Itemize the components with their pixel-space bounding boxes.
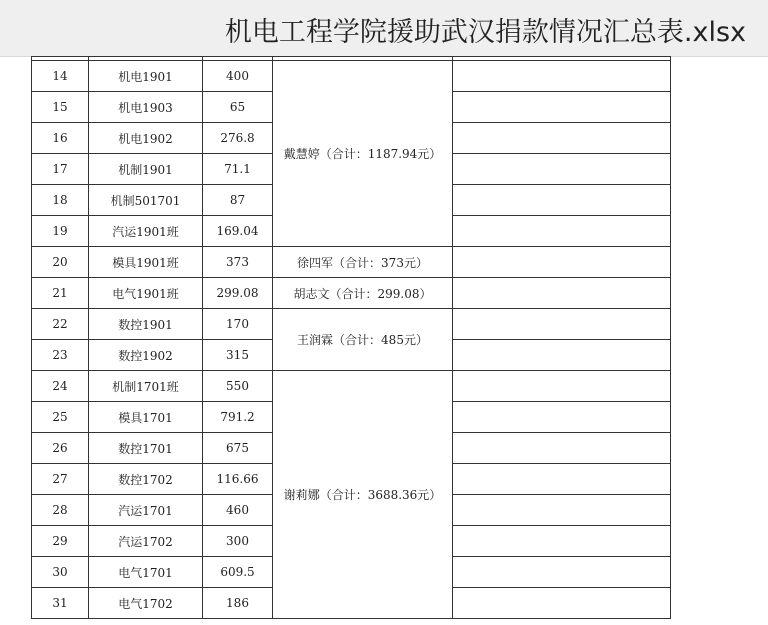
class-name-cell[interactable]: 机制1901 (89, 154, 203, 185)
remark-cell[interactable] (453, 216, 671, 247)
remark-cell[interactable] (453, 464, 671, 495)
collector-cell[interactable]: 徐四军（合计：373元） (273, 247, 453, 278)
row-number-cell[interactable]: 23 (32, 340, 89, 371)
table-row[interactable] (32, 309, 671, 340)
document-title: 机电工程学院援助武汉捐款情况汇总表.xlsx (224, 17, 746, 48)
collector-cell[interactable]: 王润霖（合计：485元） (273, 309, 453, 371)
remark-cell[interactable] (453, 340, 671, 371)
class-name-cell[interactable]: 数控1702 (89, 464, 203, 495)
remark-cell[interactable] (453, 495, 671, 526)
remark-cell[interactable] (453, 433, 671, 464)
table-row[interactable] (32, 371, 671, 402)
amount-cell[interactable]: 169.04 (203, 216, 273, 247)
spreadsheet-view[interactable] (31, 56, 671, 619)
table-row[interactable] (32, 61, 671, 92)
row-number-cell[interactable]: 29 (32, 526, 89, 557)
remark-cell[interactable] (453, 309, 671, 340)
remark-cell[interactable] (453, 526, 671, 557)
row-number-cell[interactable]: 18 (32, 185, 89, 216)
class-name-cell[interactable]: 模具1901班 (89, 247, 203, 278)
row-number-cell[interactable]: 19 (32, 216, 89, 247)
row-number-cell[interactable]: 21 (32, 278, 89, 309)
remark-cell[interactable] (453, 154, 671, 185)
amount-cell[interactable]: 299.08 (203, 278, 273, 309)
amount-cell[interactable]: 276.8 (203, 123, 273, 154)
row-number-cell[interactable]: 20 (32, 247, 89, 278)
row-number-cell[interactable]: 16 (32, 123, 89, 154)
remark-cell[interactable] (453, 247, 671, 278)
table-row[interactable] (32, 247, 671, 278)
row-number-cell[interactable]: 26 (32, 433, 89, 464)
amount-cell[interactable]: 550 (203, 371, 273, 402)
amount-cell[interactable]: 116.66 (203, 464, 273, 495)
remark-cell[interactable] (453, 278, 671, 309)
row-number-cell[interactable]: 25 (32, 402, 89, 433)
remark-cell[interactable] (453, 61, 671, 92)
class-name-cell[interactable]: 机电1901 (89, 61, 203, 92)
row-number-cell[interactable]: 28 (32, 495, 89, 526)
class-name-cell[interactable]: 汽运1901班 (89, 216, 203, 247)
amount-cell[interactable]: 65 (203, 92, 273, 123)
remark-cell[interactable] (453, 123, 671, 154)
row-number-cell[interactable]: 31 (32, 588, 89, 619)
amount-cell[interactable]: 373 (203, 247, 273, 278)
row-number-cell[interactable]: 15 (32, 92, 89, 123)
class-name-cell[interactable]: 电气1901班 (89, 278, 203, 309)
row-number-cell[interactable]: 22 (32, 309, 89, 340)
remark-cell[interactable] (453, 557, 671, 588)
amount-cell[interactable]: 675 (203, 433, 273, 464)
amount-cell[interactable]: 315 (203, 340, 273, 371)
amount-cell[interactable]: 609.5 (203, 557, 273, 588)
class-name-cell[interactable]: 汽运1702 (89, 526, 203, 557)
amount-cell[interactable]: 71.1 (203, 154, 273, 185)
remark-cell[interactable] (453, 402, 671, 433)
class-name-cell[interactable]: 数控1701 (89, 433, 203, 464)
amount-cell[interactable]: 170 (203, 309, 273, 340)
class-name-cell[interactable]: 电气1702 (89, 588, 203, 619)
class-name-cell[interactable]: 汽运1701 (89, 495, 203, 526)
row-number-cell[interactable]: 17 (32, 154, 89, 185)
row-number-cell[interactable]: 24 (32, 371, 89, 402)
table-row[interactable] (32, 278, 671, 309)
remark-cell[interactable] (453, 588, 671, 619)
row-number-cell[interactable]: 30 (32, 557, 89, 588)
amount-cell[interactable]: 460 (203, 495, 273, 526)
collector-cell[interactable]: 谢莉娜（合计：3688.36元） (273, 371, 453, 619)
remark-cell[interactable] (453, 185, 671, 216)
amount-cell[interactable]: 87 (203, 185, 273, 216)
class-name-cell[interactable]: 模具1701 (89, 402, 203, 433)
class-name-cell[interactable]: 机电1902 (89, 123, 203, 154)
remark-cell[interactable] (453, 371, 671, 402)
class-name-cell[interactable]: 电气1701 (89, 557, 203, 588)
remark-cell[interactable] (453, 92, 671, 123)
amount-cell[interactable]: 791.2 (203, 402, 273, 433)
class-name-cell[interactable]: 机电1903 (89, 92, 203, 123)
row-number-cell[interactable]: 14 (32, 61, 89, 92)
collector-cell[interactable]: 戴慧婷（合计：1187.94元） (273, 61, 453, 247)
window-titlebar (0, 0, 768, 57)
class-name-cell[interactable]: 机制501701 (89, 185, 203, 216)
row-number-cell[interactable]: 27 (32, 464, 89, 495)
amount-cell[interactable]: 400 (203, 61, 273, 92)
class-name-cell[interactable]: 数控1901 (89, 309, 203, 340)
collector-cell[interactable]: 胡志文（合计：299.08） (273, 278, 453, 309)
class-name-cell[interactable]: 机制1701班 (89, 371, 203, 402)
amount-cell[interactable]: 186 (203, 588, 273, 619)
class-name-cell[interactable]: 数控1902 (89, 340, 203, 371)
donation-table (31, 56, 671, 619)
amount-cell[interactable]: 300 (203, 526, 273, 557)
